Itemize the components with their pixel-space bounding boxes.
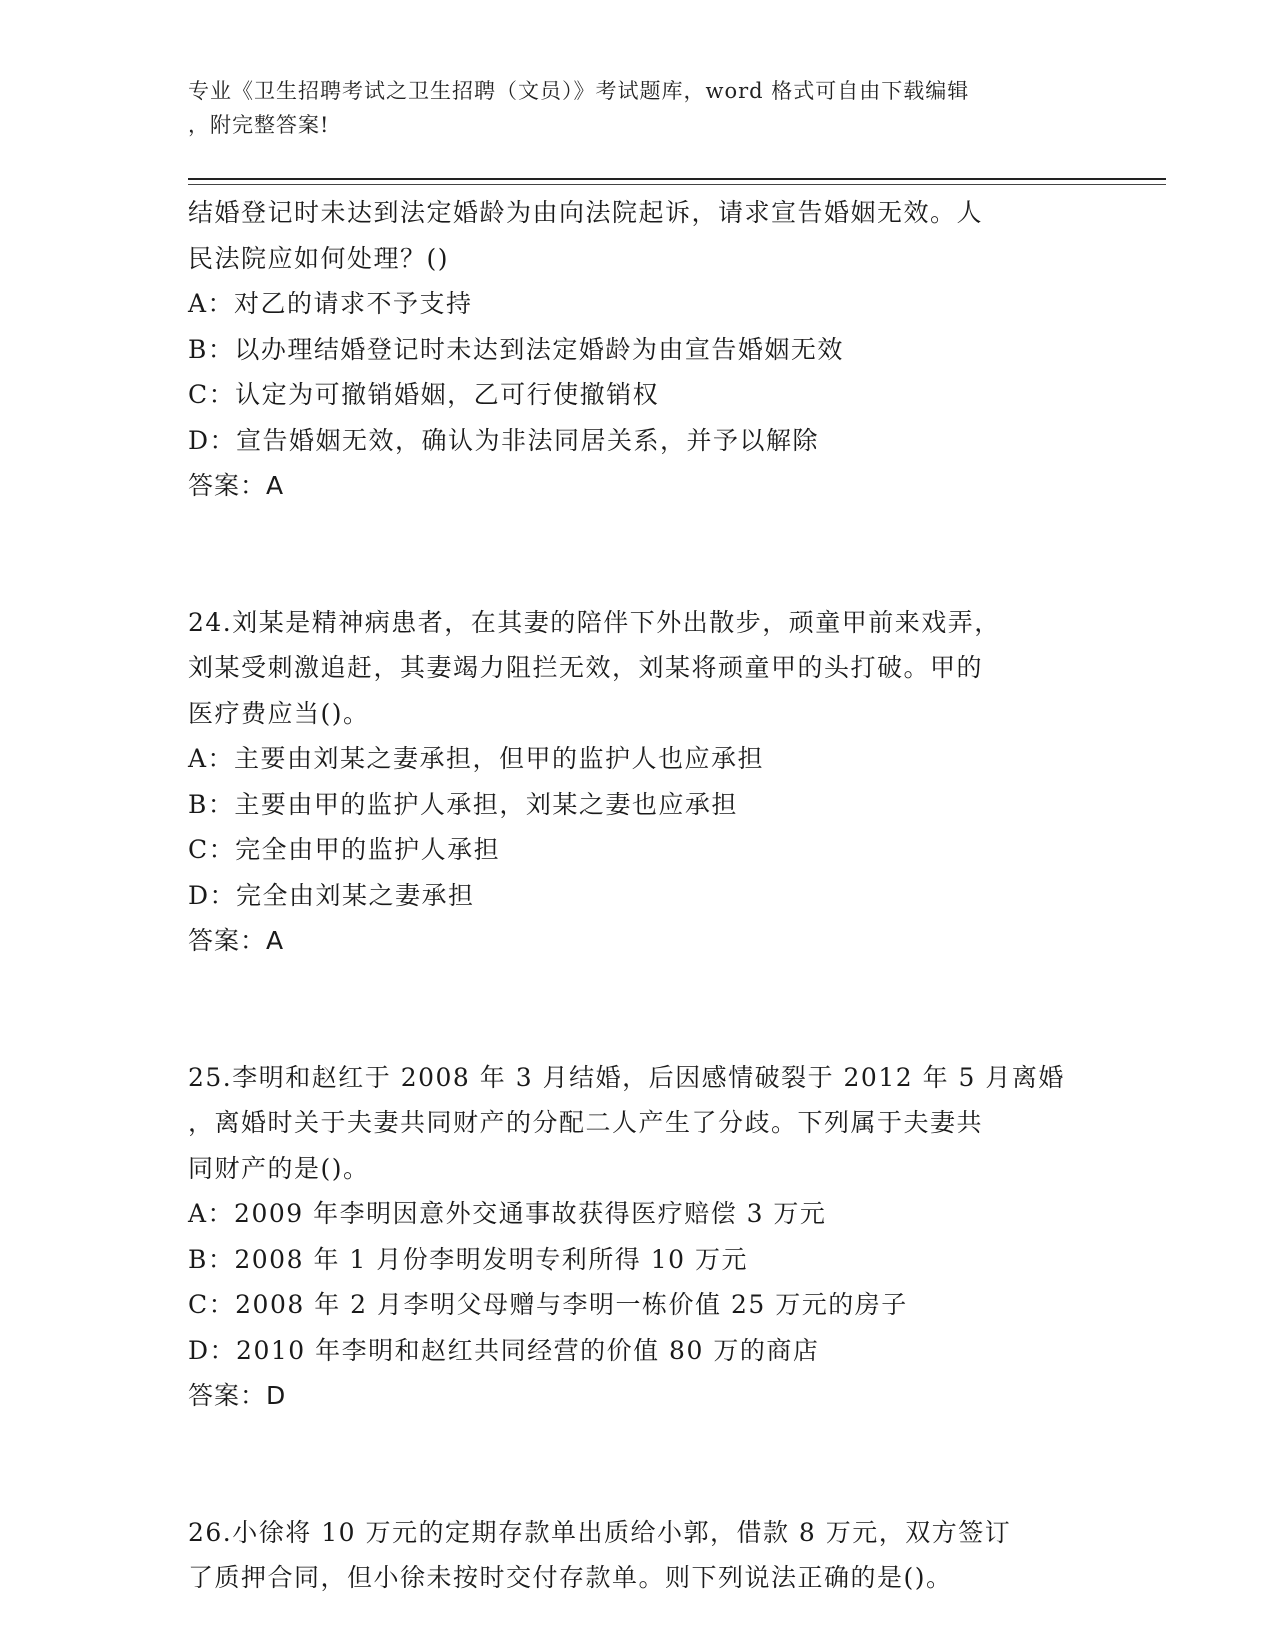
option-b: B：2008 年 1 月份李明发明专利所得 10 万元 [188, 1244, 748, 1274]
answer-line: 答案：A [188, 471, 285, 500]
option-d: D：宣告婚姻无效，确认为非法同居关系，并予以解除 [188, 425, 820, 455]
option-a: A：对乙的请求不予支持 [188, 289, 473, 318]
question-stem-line: 24.刘某是精神病患者，在其妻的陪伴下外出散步，顽童甲前来戏弄， [188, 607, 1001, 637]
question-23 [188, 190, 1088, 509]
question-stem-line: 25.李明和赵红于 2008 年 3 月结婚，后因感情破裂于 2012 年 5 月离婚 [188, 1062, 1065, 1092]
question-25 [188, 1055, 1088, 1419]
question-stem-line: 结婚登记时未达到法定婚龄为由向法院起诉，请求宣告婚姻无效。人 [188, 198, 984, 227]
question-spacer [188, 1419, 1088, 1510]
question-stem-line: 医疗费应当()。 [188, 698, 370, 728]
option-a: A：2009 年李明因意外交通事故获得医疗赔偿 3 万元 [188, 1199, 827, 1228]
header-divider-thick [188, 178, 1166, 180]
header-line-1: 专业《卫生招聘考试之卫生招聘（文员）》考试题库，word 格式可自由下载编辑 [188, 79, 970, 103]
question-stem-line: 了质押合同，但小徐未按时交付存款单。则下列说法正确的是()。 [188, 1563, 953, 1592]
question-26 [188, 1510, 1088, 1601]
option-c: C：认定为可撤销婚姻，乙可行使撤销权 [188, 380, 660, 409]
option-b: B：以办理结婚登记时未达到法定婚龄为由宣告婚姻无效 [188, 334, 844, 364]
question-stem-line: 刘某受刺激追赶，其妻竭力阻拦无效，刘某将顽童甲的头打破。甲的 [188, 653, 984, 682]
answer-line: 答案：D [188, 1381, 287, 1410]
question-list [188, 190, 1088, 1601]
option-b: B：主要由甲的监护人承担，刘某之妻也应承担 [188, 789, 738, 819]
question-stem-line: ，离婚时关于夫妻共同财产的分配二人产生了分歧。下列属于夫妻共 [188, 1108, 984, 1137]
option-a: A：主要由刘某之妻承担，但甲的监护人也应承担 [188, 744, 765, 773]
question-stem-line: 同财产的是()。 [188, 1153, 370, 1183]
option-c: C：完全由甲的监护人承担 [188, 835, 501, 864]
header-line-2: ，附完整答案! [188, 113, 330, 137]
question-stem-line: 民法院应如何处理？() [188, 243, 450, 273]
question-stem-line: 26.小徐将 10 万元的定期存款单出质给小郭，借款 8 万元，双方签订 [188, 1517, 1012, 1547]
header-divider-thin [188, 184, 1166, 185]
question-spacer [188, 964, 1088, 1055]
option-c: C：2008 年 2 月李明父母赠与李明一栋价值 25 万元的房子 [188, 1290, 908, 1319]
option-d: D：2010 年李明和赵红共同经营的价值 80 万的商店 [188, 1335, 820, 1365]
answer-line: 答案：A [188, 926, 285, 955]
question-spacer [188, 509, 1088, 600]
option-d: D：完全由刘某之妻承担 [188, 880, 475, 910]
question-24 [188, 600, 1088, 964]
document-header [188, 74, 1088, 142]
